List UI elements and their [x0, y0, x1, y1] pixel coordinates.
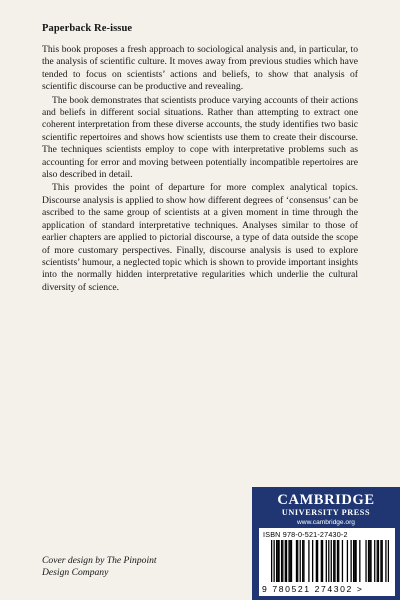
barcode-digits: 9 780521 274302 > [262, 584, 364, 594]
cover-credit-line: Design Company [42, 567, 109, 579]
publisher-url: www.cambridge.org [297, 519, 355, 526]
publisher-panel [252, 487, 400, 600]
section-heading: Paperback Re-issue [42, 23, 133, 34]
blurb-text [42, 44, 358, 295]
cover-credit-line: Cover design by The Pinpoint [42, 555, 157, 566]
barcode-bars [271, 540, 389, 586]
barcode [259, 528, 395, 596]
blurb-paragraph: The book demonstrates that scientists produce varying accounts of their actions and beliefs in different social situations. Rather than attempting to extract one coherent interpretation from these diverse accounts, the study identifies two basic scientific repertoires and shows how scientists use them to create their discourse. The techniques scientists employ to cope with interpretative problems such as accounting for error and moving between potentially incompatible repertoires are also described in detail. [42, 94, 358, 181]
publisher-logo [252, 493, 400, 527]
blurb-paragraph: This provides the point of departure for more complex analytical topics. Discourse analysis is applied to show how different degrees of ‘consensus’ can be ascribed to the same group of scientists at a given moment in time through the application of standard interpretative techniques. Analyses similar to those of earlier chapters are applied to pictorial discourse, a type of data outside the scope of more customary perspectives. Finally, discourse analysis is used to explore scientists’ humour, a neglected topic which is shown to provide important insights into the normally hidden interpretative regularities which underlie the cultural diversity of science. [42, 182, 358, 293]
publisher-press: UNIVERSITY PRESS [281, 508, 371, 517]
isbn-label: ISBN 978-0-521-27430-2 [263, 530, 348, 539]
publisher-name: CAMBRIDGE [277, 492, 375, 508]
cover-credit [42, 555, 157, 580]
blurb-paragraph: This book proposes a fresh approach to sociological analysis and, in particular, to the analysis of scientific culture. It moves away from previous studies which have tended to focus on scientists’ actions and beliefs, to show that analysis of scientific discourse can be productive and revealing. [42, 44, 358, 93]
